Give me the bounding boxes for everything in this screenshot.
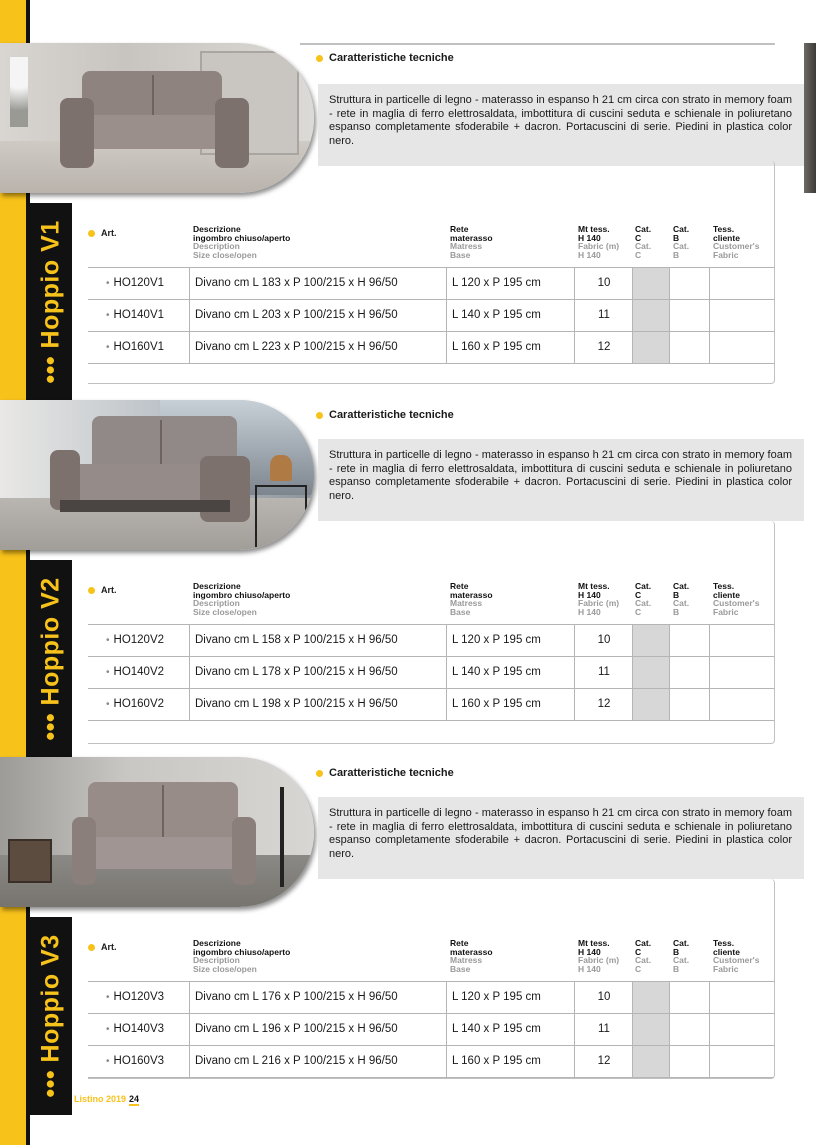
series-label	[30, 917, 72, 1115]
sofa-armrest-right	[232, 817, 256, 885]
catb-header: Cat. B Cat. B	[673, 938, 690, 974]
page-number: 24	[129, 1094, 140, 1104]
cat-c-cell	[632, 300, 670, 331]
art-code: HO140V3	[113, 1023, 165, 1035]
price-table	[88, 267, 774, 364]
art-code: HO120V3	[113, 991, 165, 1003]
mattress-base: L 120 x P 195 cm	[446, 268, 580, 299]
bullet-icon	[316, 412, 323, 419]
mattress-base: L 120 x P 195 cm	[446, 982, 580, 1013]
series-title: ••• Hoppio V2	[36, 577, 65, 741]
bullet-icon	[316, 770, 323, 777]
cat-c-cell	[632, 625, 670, 656]
fabric-meters: 12	[574, 1046, 633, 1077]
customer-fabric-cell	[709, 657, 775, 688]
art-header	[88, 586, 117, 595]
series-title: ••• Hoppio V1	[36, 220, 65, 384]
catc-header: Cat. C Cat. C	[635, 224, 652, 260]
mattress-base: L 160 x P 195 cm	[446, 689, 580, 720]
mattress-base: L 160 x P 195 cm	[446, 332, 580, 363]
mt-header: Mt tess. H 140 Fabric (m) H 140	[578, 224, 620, 260]
page-edge-photo	[804, 43, 816, 193]
cat-b-cell	[669, 300, 710, 331]
customer-fabric-cell	[709, 1046, 775, 1077]
tess-header: Tess. cliente Customer's Fabric	[713, 224, 760, 260]
cat-b-cell	[669, 982, 710, 1013]
customer-fabric-cell	[709, 332, 775, 363]
table-row: • HO160V1 Divano cm L 223 x P 100/215 x H 96/50 L 160 x P 195 cm 12	[88, 332, 774, 364]
description-box	[318, 84, 804, 166]
art-header	[88, 943, 117, 952]
series-label	[30, 560, 72, 758]
catb-header: Cat. B Cat. B	[673, 581, 690, 617]
art-code: HO160V3	[113, 1055, 165, 1067]
cat-b-cell	[669, 625, 710, 656]
cat-b-cell	[669, 657, 710, 688]
customer-fabric-cell	[709, 625, 775, 656]
table-row: • HO120V2 Divano cm L 158 x P 100/215 x H 96/50 L 120 x P 195 cm 10	[88, 625, 774, 657]
product-section-v3	[0, 757, 816, 1115]
sofa-armrest-right	[200, 456, 250, 522]
art-header	[88, 229, 117, 238]
customer-fabric-cell	[709, 268, 775, 299]
floor-lamp	[280, 787, 284, 887]
bullet-icon	[88, 944, 95, 951]
desc-header: Descrizione ingombro chiuso/aperto Description Size close/open	[193, 938, 291, 974]
table-row: • HO160V3 Divano cm L 216 x P 100/215 x H 96/50 L 160 x P 195 cm 12	[88, 1046, 774, 1078]
fabric-meters: 10	[574, 625, 633, 656]
mattress-base: L 140 x P 195 cm	[446, 1014, 580, 1045]
fabric-meters: 11	[574, 300, 633, 331]
table-row: • HO140V2 Divano cm L 178 x P 100/215 x H 96/50 L 140 x P 195 cm 11	[88, 657, 774, 689]
cat-b-cell	[669, 1014, 710, 1045]
table-row: • HO140V3 Divano cm L 196 x P 100/215 x H 96/50 L 140 x P 195 cm 11	[88, 1014, 774, 1046]
cat-c-cell	[632, 1014, 670, 1045]
cat-c-cell	[632, 332, 670, 363]
size-desc: Divano cm L 198 x P 100/215 x H 96/50	[189, 689, 452, 720]
tech-title	[316, 409, 454, 421]
art-header-text: Art.	[101, 942, 117, 952]
rete-header: Rete materasso Matress Base	[450, 938, 493, 974]
mattress-base: L 120 x P 195 cm	[446, 625, 580, 656]
cat-c-cell	[632, 268, 670, 299]
tess-header: Tess. cliente Customer's Fabric	[713, 938, 760, 974]
fabric-meters: 12	[574, 689, 633, 720]
tech-title	[316, 767, 454, 779]
bullet-icon	[88, 587, 95, 594]
customer-fabric-cell	[709, 689, 775, 720]
mt-header: Mt tess. H 140 Fabric (m) H 140	[578, 938, 620, 974]
rete-header: Rete materasso Matress Base	[450, 224, 493, 260]
sofa-armrest-left	[72, 817, 96, 885]
art-code: HO140V2	[113, 666, 165, 678]
sofa-seat	[80, 115, 225, 149]
cat-b-cell	[669, 1046, 710, 1077]
tech-title-text: Caratteristiche tecniche	[329, 52, 454, 64]
tech-title	[316, 52, 454, 64]
art-header-text: Art.	[101, 585, 117, 595]
sofa-armrest-right	[215, 98, 249, 168]
page-footer	[74, 1094, 139, 1104]
size-desc: Divano cm L 158 x P 100/215 x H 96/50	[189, 625, 452, 656]
art-code: HO120V2	[113, 634, 165, 646]
price-table	[88, 624, 774, 721]
size-desc: Divano cm L 196 x P 100/215 x H 96/50	[189, 1014, 452, 1045]
description-box	[318, 439, 804, 521]
desc-header: Descrizione ingombro chiuso/aperto Description Size close/open	[193, 224, 291, 260]
description-text: Struttura in particelle di legno - materasso in espanso h 21 cm circa con strato in memory foam - rete in maglia di ferro elettrosaldata, imbottitura di cuscini seduta e schienale in poliuretano espanso completamente sfoderabile + dacron. Portacuscini di serie. Piedini in plastica color nero.	[329, 94, 792, 147]
art-code: HO160V2	[113, 698, 165, 710]
lamp	[270, 455, 292, 481]
section-frame	[300, 43, 775, 45]
cat-c-cell	[632, 657, 670, 688]
bullet-icon	[316, 55, 323, 62]
art-header-text: Art.	[101, 228, 117, 238]
size-desc: Divano cm L 223 x P 100/215 x H 96/50	[189, 332, 452, 363]
sofa-seat	[86, 837, 241, 869]
table-row: • HO120V1 Divano cm L 183 x P 100/215 x H 96/50 L 120 x P 195 cm 10	[88, 268, 774, 300]
cat-b-cell	[669, 332, 710, 363]
fabric-meters: 10	[574, 268, 633, 299]
series-title: ••• Hoppio V3	[36, 934, 65, 1098]
sofa-base	[60, 500, 230, 512]
fabric-meters: 11	[574, 1014, 633, 1045]
desc-header: Descrizione ingombro chiuso/aperto Description Size close/open	[193, 581, 291, 617]
rete-header: Rete materasso Matress Base	[450, 581, 493, 617]
fabric-meters: 10	[574, 982, 633, 1013]
art-code: HO140V1	[113, 309, 165, 321]
mattress-base: L 160 x P 195 cm	[446, 1046, 580, 1077]
cat-c-cell	[632, 1046, 670, 1077]
tech-title-text: Caratteristiche tecniche	[329, 409, 454, 421]
customer-fabric-cell	[709, 1014, 775, 1045]
description-text: Struttura in particelle di legno - materasso in espanso h 21 cm circa con strato in memory foam - rete in maglia di ferro elettrosaldata, imbottitura di cuscini seduta e schienale in poliuretano espanso completamente sfoderabile + dacron. Portacuscini di serie. Piedini in plastica color nero.	[329, 449, 792, 502]
catalog-name: Listino 2019	[74, 1094, 127, 1104]
cat-b-cell	[669, 689, 710, 720]
art-code: HO120V1	[113, 277, 165, 289]
art-code: HO160V1	[113, 341, 165, 353]
customer-fabric-cell	[709, 300, 775, 331]
catc-header: Cat. C Cat. C	[635, 938, 652, 974]
catb-header: Cat. B Cat. B	[673, 224, 690, 260]
tess-header: Tess. cliente Customer's Fabric	[713, 581, 760, 617]
series-label	[30, 203, 72, 401]
table-row: • HO120V3 Divano cm L 176 x P 100/215 x H 96/50 L 120 x P 195 cm 10	[88, 982, 774, 1014]
size-desc: Divano cm L 203 x P 100/215 x H 96/50	[189, 300, 452, 331]
mattress-base: L 140 x P 195 cm	[446, 300, 580, 331]
description-box	[318, 797, 804, 879]
size-desc: Divano cm L 176 x P 100/215 x H 96/50	[189, 982, 452, 1013]
fabric-meters: 12	[574, 332, 633, 363]
table-row: • HO160V2 Divano cm L 198 x P 100/215 x H 96/50 L 160 x P 195 cm 12	[88, 689, 774, 721]
table-row: • HO140V1 Divano cm L 203 x P 100/215 x H 96/50 L 140 x P 195 cm 11	[88, 300, 774, 332]
price-table	[88, 981, 774, 1078]
size-desc: Divano cm L 216 x P 100/215 x H 96/50	[189, 1046, 452, 1077]
suitcases	[8, 839, 52, 883]
cat-c-cell	[632, 689, 670, 720]
plant-vase	[10, 57, 28, 127]
description-text: Struttura in particelle di legno - materasso in espanso h 21 cm circa con strato in memory foam - rete in maglia di ferro elettrosaldata, imbottitura di cuscini seduta e schienale in poliuretano espanso completamente sfoderabile + dacron. Portacuscini di serie. Piedini in plastica color nero.	[329, 807, 792, 860]
cat-c-cell	[632, 982, 670, 1013]
cat-b-cell	[669, 268, 710, 299]
product-section-v1	[0, 43, 816, 401]
size-desc: Divano cm L 178 x P 100/215 x H 96/50	[189, 657, 452, 688]
sofa-armrest-left	[60, 98, 94, 168]
size-desc: Divano cm L 183 x P 100/215 x H 96/50	[189, 268, 452, 299]
tech-title-text: Caratteristiche tecniche	[329, 767, 454, 779]
catc-header: Cat. C Cat. C	[635, 581, 652, 617]
fabric-meters: 11	[574, 657, 633, 688]
mt-header: Mt tess. H 140 Fabric (m) H 140	[578, 581, 620, 617]
bullet-icon	[88, 230, 95, 237]
product-section-v2	[0, 400, 816, 758]
mattress-base: L 140 x P 195 cm	[446, 657, 580, 688]
customer-fabric-cell	[709, 982, 775, 1013]
